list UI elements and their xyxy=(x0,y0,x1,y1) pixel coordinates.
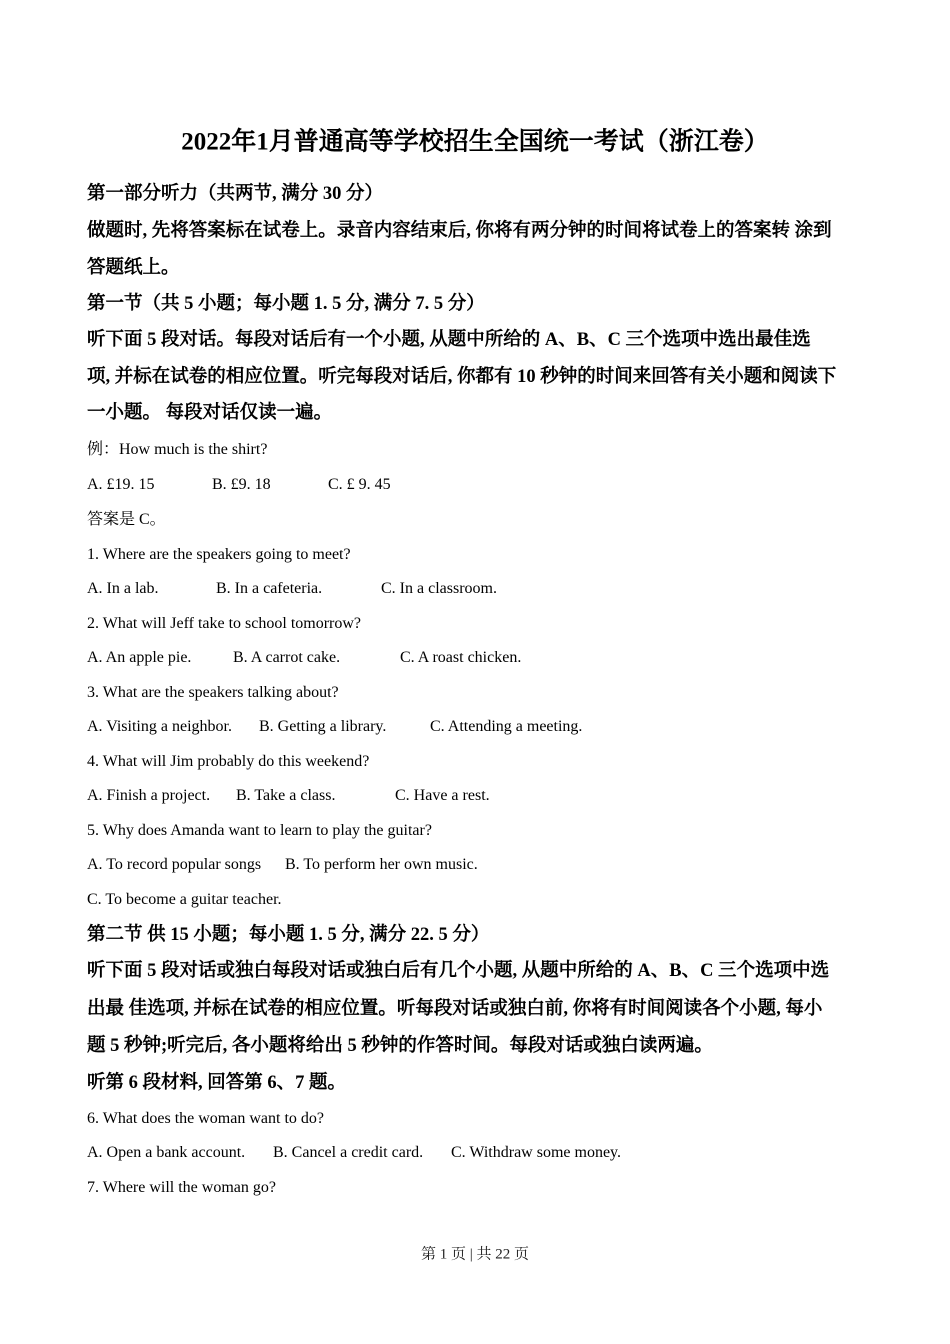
section1-instructions: 听下面 5 段对话。每段对话后有一个小题, 从题中所给的 A、B、C 三个选项中选出最佳选 xyxy=(87,329,811,350)
option: B. In a cafeteria. xyxy=(216,580,323,597)
section2-instructions: 出最 佳选项, 并标在试卷的相应位置。听每段对话或独白前, 你将有时间阅读各个小题, 每小 xyxy=(87,998,823,1019)
option: B. A carrot cake. xyxy=(233,649,341,666)
option: A. An apple pie. xyxy=(87,649,192,666)
option: B. £9. 18 xyxy=(212,476,271,493)
part1-heading: 第一部分听力（共两节, 满分 30 分） xyxy=(87,183,384,204)
section2-instructions: 题 5 秒钟;听完后, 各小题将给出 5 秒钟的作答时间。每段对话或独白读两遍。 xyxy=(87,1035,713,1056)
option: B. Take a class. xyxy=(236,787,336,804)
section1-heading: 第一节（共 5 小题；每小题 1. 5 分, 满分 7. 5 分） xyxy=(87,293,485,314)
question: 3. What are the speakers talking about? xyxy=(87,684,339,701)
option: A. £19. 15 xyxy=(87,476,155,493)
page-title: 2022年1月普通高等学校招生全国统一考试（浙江卷） xyxy=(181,128,769,156)
option: C. To become a guitar teacher. xyxy=(87,891,282,908)
question: 4. What will Jim probably do this weekend? xyxy=(87,753,370,770)
option: A. In a lab. xyxy=(87,580,159,597)
question: 5. Why does Amanda want to learn to play the guitar? xyxy=(87,822,432,839)
option: C. Have a rest. xyxy=(395,787,490,804)
option: C. In a classroom. xyxy=(381,580,497,597)
section2-heading: 第二节 供 15 小题；每小题 1. 5 分, 满分 22. 5 分） xyxy=(87,924,490,945)
example-answer: 答案是 C。 xyxy=(87,511,166,528)
section1-instructions: 一小题。 每段对话仅读一遍。 xyxy=(87,402,333,423)
part1-instructions: 答题纸上。 xyxy=(87,257,180,278)
option: C. Withdraw some money. xyxy=(451,1144,621,1161)
question: 1. Where are the speakers going to meet? xyxy=(87,546,351,563)
question: 2. What will Jeff take to school tomorrow? xyxy=(87,615,362,632)
option: C. Attending a meeting. xyxy=(430,718,583,735)
part1-instructions: 做题时, 先将答案标在试卷上。录音内容结束后, 你将有两分钟的时间将试卷上的答案转 涂到 xyxy=(87,220,832,241)
option: A. Open a bank account. xyxy=(87,1144,246,1161)
option: A. Finish a project. xyxy=(87,787,211,804)
option: A. To record popular songs xyxy=(87,856,262,873)
question: 6. What does the woman want to do? xyxy=(87,1110,324,1127)
option: B. Getting a library. xyxy=(259,718,387,735)
material-heading: 听第 6 段材料, 回答第 6、7 题。 xyxy=(87,1072,347,1093)
page-footer: 第 1 页 | 共 22 页 xyxy=(420,1246,529,1263)
option: C. A roast chicken. xyxy=(400,649,522,666)
section2-instructions: 听下面 5 段对话或独白每段对话或独白后有几个小题, 从题中所给的 A、B、C 三个选项中选 xyxy=(87,960,830,981)
section1-instructions: 项, 并标在试卷的相应位置。听完每段对话后, 你都有 10 秒钟的时间来回答有关小题和阅读下 xyxy=(87,366,837,387)
option: A. Visiting a neighbor. xyxy=(87,718,232,735)
example-question: 例：How much is the shirt? xyxy=(87,441,268,458)
question: 7. Where will the woman go? xyxy=(87,1179,276,1196)
option: C. £ 9. 45 xyxy=(328,476,391,493)
option: B. To perform her own music. xyxy=(285,856,478,873)
option: B. Cancel a credit card. xyxy=(273,1144,424,1161)
